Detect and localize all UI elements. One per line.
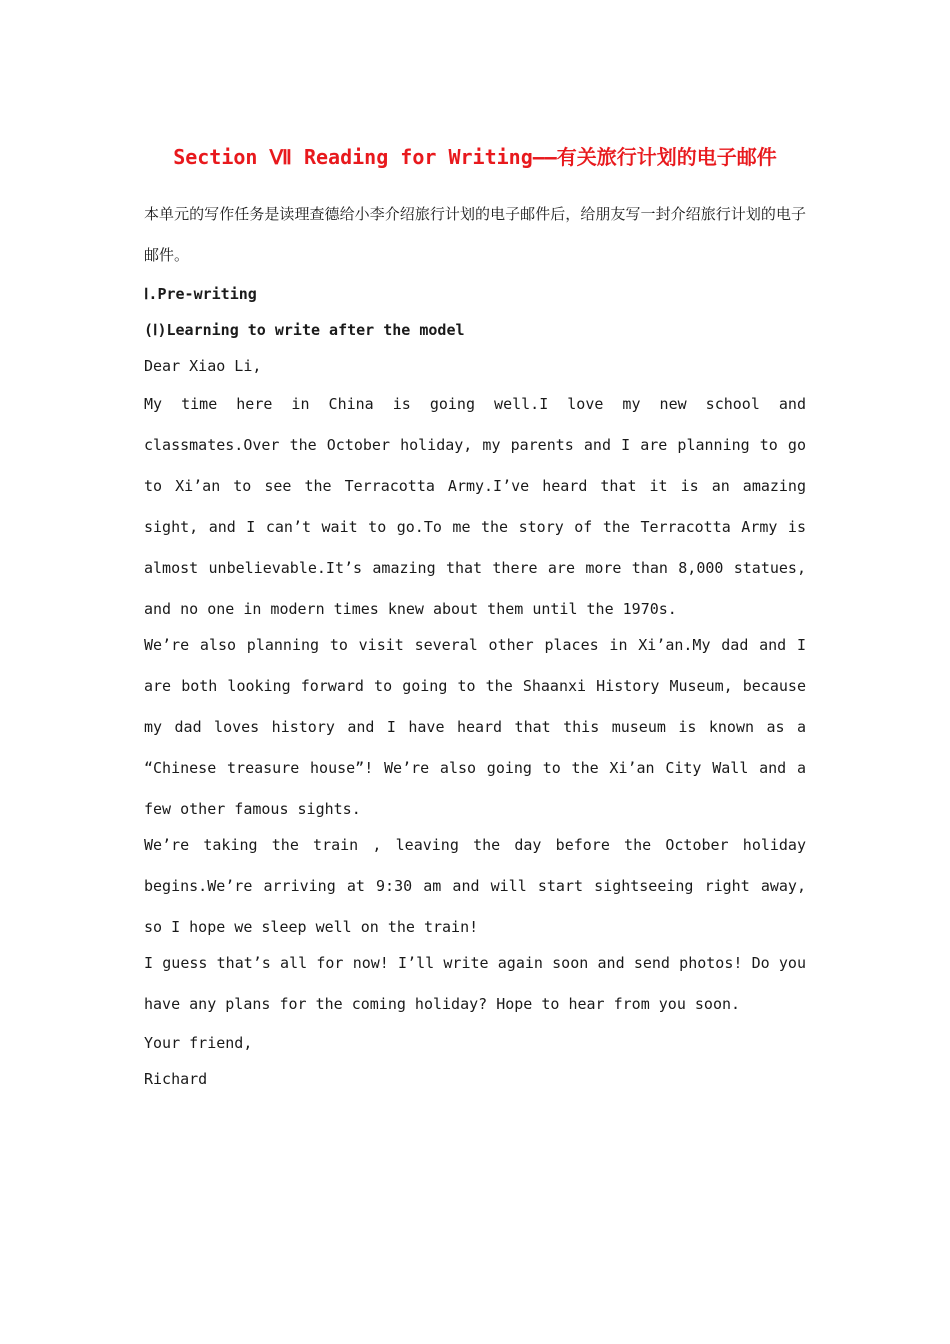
model-letter [144, 348, 806, 1097]
subsection-heading: (Ⅰ)Learning to write after the model [144, 321, 465, 339]
letter-closing: Your friend, [144, 1034, 253, 1052]
page-title: Section Ⅶ Reading for Writing——有关旅行计划的电子邮件 [173, 145, 777, 169]
letter-paragraph-2: We’re also planning to visit several other places in Xi’an.My dad and I are both looking forward to going to the Shaanxi History Museum, because my dad loves history and I have heard that this museum is known as a “Chinese treasure house”! We’re also going to the Xi’an City Wall and a few other famous sights. [144, 636, 806, 818]
letter-paragraph-3: We’re taking the train , leaving the day before the October holiday begins.We’re arriving at 9:30 am and will start sightseeing right away, so I hope we sleep well on the train! [144, 836, 806, 936]
letter-signature: Richard [144, 1070, 208, 1088]
letter-paragraph-1: My time here in China is going well.I love my new school and classmates.Over the October holiday, my parents and I are planning to go to Xi’an to see the Terracotta Army.I’ve heard that it is an amazing sight, and I can’t wait to go.To me the story of the Terracotta Army is almost unbelievable.It’s amazing that there are more than 8,000 statues, and no one in modern times knew about them until the 1970s. [144, 395, 806, 618]
letter-greeting: Dear Xiao Li, [144, 357, 262, 375]
document-page [144, 140, 806, 1097]
section-heading: Ⅰ.Pre-writing [144, 285, 257, 303]
letter-paragraph-4: I guess that’s all for now! I’ll write again soon and send photos! Do you have any plans for the coming holiday? Hope to hear from you soon. [144, 954, 806, 1013]
task-intro: 本单元的写作任务是读理查德给小李介绍旅行计划的电子邮件后，给朋友写一封介绍旅行计划的电子邮件。 [144, 205, 806, 264]
